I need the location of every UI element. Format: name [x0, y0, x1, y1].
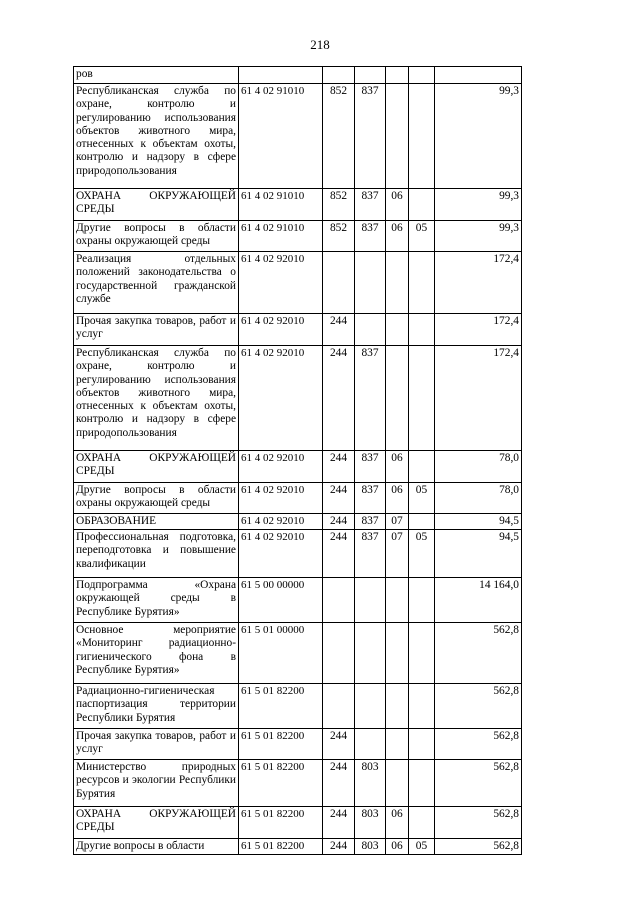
table-row: [74, 578, 522, 623]
cell-vr: 244: [323, 760, 355, 807]
cell-amount: 94,5: [435, 530, 522, 578]
cell-amount: 172,4: [435, 346, 522, 451]
cell-grbs: 837: [355, 530, 386, 578]
cell-code: 61 4 02 91010: [239, 189, 323, 221]
cell-pr: 05: [409, 483, 435, 514]
table-row: [74, 314, 522, 346]
cell-pr: [409, 578, 435, 623]
table-row: [74, 514, 522, 530]
cell-pr: [409, 623, 435, 684]
cell-vr: 244: [323, 346, 355, 451]
cell-name: ОХРАНА ОКРУЖАЮЩЕЙ СРЕДЫ: [74, 451, 239, 483]
page-number: 218: [310, 37, 330, 52]
cell-grbs: 803: [355, 760, 386, 807]
cell-vr: [323, 67, 355, 84]
cell-amount: 99,3: [435, 221, 522, 252]
cell-name: Радиационно-гигиеническая паспортизация территории Республики Бурятия: [74, 684, 239, 729]
cell-name: Другие вопросы в области охраны окружающей среды: [74, 221, 239, 252]
cell-grbs: [355, 314, 386, 346]
cell-vr: 244: [323, 729, 355, 760]
cell-pr: [409, 451, 435, 483]
cell-pr: [409, 684, 435, 729]
cell-code: 61 4 02 92010: [239, 514, 323, 530]
cell-grbs: 837: [355, 346, 386, 451]
table-row: [74, 252, 522, 314]
cell-grbs: [355, 252, 386, 314]
cell-amount: 562,8: [435, 729, 522, 760]
cell-rz: [386, 67, 409, 84]
cell-grbs: 837: [355, 451, 386, 483]
cell-name: Республиканская служба по охране, контролю и регулированию использования объектов животного мира, отнесенных к объектам охоты, контролю и надзору в сфере природопользования: [74, 346, 239, 451]
cell-vr: [323, 684, 355, 729]
cell-rz: 06: [386, 483, 409, 514]
cell-name: Реализация отдельных положений законодательства о государственной гражданской службе: [74, 252, 239, 314]
cell-rz: [386, 623, 409, 684]
cell-amount: 562,8: [435, 623, 522, 684]
cell-rz: 06: [386, 189, 409, 221]
table-row: [74, 346, 522, 451]
cell-pr: [409, 252, 435, 314]
cell-grbs: 803: [355, 807, 386, 839]
cell-code: 61 5 01 82200: [239, 839, 323, 855]
cell-vr: [323, 252, 355, 314]
cell-vr: 852: [323, 189, 355, 221]
cell-rz: 06: [386, 221, 409, 252]
cell-code: [239, 67, 323, 84]
cell-name: Другие вопросы в области: [74, 839, 239, 855]
cell-amount: 94,5: [435, 514, 522, 530]
cell-rz: 07: [386, 530, 409, 578]
cell-pr: [409, 189, 435, 221]
cell-name: ОХРАНА ОКРУЖАЮЩЕЙ СРЕДЫ: [74, 807, 239, 839]
cell-vr: 244: [323, 483, 355, 514]
cell-code: 61 4 02 91010: [239, 221, 323, 252]
table-row: [74, 67, 522, 84]
table-row: [74, 729, 522, 760]
cell-name: ОБРАЗОВАНИЕ: [74, 514, 239, 530]
cell-name: ров: [74, 67, 239, 84]
cell-code: 61 4 02 92010: [239, 346, 323, 451]
table-row: [74, 530, 522, 578]
cell-rz: [386, 684, 409, 729]
cell-amount: 172,4: [435, 252, 522, 314]
cell-name: Министерство природных ресурсов и экологии Республики Бурятия: [74, 760, 239, 807]
cell-grbs: 837: [355, 84, 386, 189]
cell-code: 61 5 01 82200: [239, 684, 323, 729]
budget-table: [73, 66, 522, 855]
cell-pr: [409, 807, 435, 839]
cell-code: 61 4 02 92010: [239, 252, 323, 314]
cell-amount: 562,8: [435, 684, 522, 729]
cell-name: Основное мероприятие «Мониторинг радиационно-гигиенического фона в Республике Бурятия»: [74, 623, 239, 684]
cell-grbs: [355, 623, 386, 684]
cell-vr: 244: [323, 807, 355, 839]
cell-code: 61 4 02 91010: [239, 84, 323, 189]
cell-amount: 562,8: [435, 760, 522, 807]
cell-rz: [386, 84, 409, 189]
cell-pr: 05: [409, 221, 435, 252]
cell-vr: 244: [323, 451, 355, 483]
cell-vr: 852: [323, 84, 355, 189]
cell-rz: [386, 314, 409, 346]
table-row: [74, 839, 522, 855]
cell-grbs: [355, 67, 386, 84]
cell-amount: 562,8: [435, 839, 522, 855]
cell-vr: 244: [323, 839, 355, 855]
table-row: [74, 451, 522, 483]
table-row: [74, 221, 522, 252]
cell-name: Республиканская служба по охране, контролю и регулированию использования объектов животного мира, отнесенных к объектам охоты, контролю и надзору в сфере природопользования: [74, 84, 239, 189]
cell-amount: 78,0: [435, 451, 522, 483]
table-row: [74, 623, 522, 684]
table-row: [74, 807, 522, 839]
cell-rz: 07: [386, 514, 409, 530]
cell-name: Другие вопросы в области охраны окружающей среды: [74, 483, 239, 514]
table-row: [74, 684, 522, 729]
cell-grbs: [355, 578, 386, 623]
cell-rz: [386, 760, 409, 807]
cell-code: 61 4 02 92010: [239, 314, 323, 346]
cell-pr: 05: [409, 530, 435, 578]
cell-code: 61 5 01 00000: [239, 623, 323, 684]
cell-code: 61 5 01 82200: [239, 760, 323, 807]
cell-amount: 172,4: [435, 314, 522, 346]
cell-pr: [409, 314, 435, 346]
cell-grbs: 803: [355, 839, 386, 855]
cell-name: Прочая закупка товаров, работ и услуг: [74, 729, 239, 760]
cell-grbs: 837: [355, 483, 386, 514]
table-row: [74, 483, 522, 514]
cell-name: ОХРАНА ОКРУЖАЮЩЕЙ СРЕДЫ: [74, 189, 239, 221]
cell-pr: [409, 346, 435, 451]
cell-vr: [323, 578, 355, 623]
cell-pr: [409, 760, 435, 807]
table-body: [74, 67, 522, 855]
cell-amount: 99,3: [435, 84, 522, 189]
cell-name: Профессиональная подготовка, переподготовка и повышение квалификации: [74, 530, 239, 578]
cell-rz: 06: [386, 451, 409, 483]
cell-code: 61 5 01 82200: [239, 807, 323, 839]
cell-vr: 244: [323, 314, 355, 346]
cell-pr: [409, 84, 435, 189]
cell-code: 61 5 01 82200: [239, 729, 323, 760]
cell-vr: 852: [323, 221, 355, 252]
cell-vr: [323, 623, 355, 684]
cell-code: 61 4 02 92010: [239, 451, 323, 483]
cell-pr: [409, 729, 435, 760]
cell-pr: [409, 514, 435, 530]
cell-rz: [386, 252, 409, 314]
cell-rz: 06: [386, 807, 409, 839]
cell-rz: [386, 729, 409, 760]
cell-name: Прочая закупка товаров, работ и услуг: [74, 314, 239, 346]
cell-rz: 06: [386, 839, 409, 855]
table-row: [74, 84, 522, 189]
cell-vr: 244: [323, 530, 355, 578]
cell-grbs: 837: [355, 221, 386, 252]
cell-grbs: [355, 684, 386, 729]
table-row: [74, 189, 522, 221]
cell-code: 61 4 02 92010: [239, 483, 323, 514]
cell-rz: [386, 578, 409, 623]
cell-amount: [435, 67, 522, 84]
cell-code: 61 5 00 00000: [239, 578, 323, 623]
cell-name: Подпрограмма «Охрана окружающей среды в Республике Бурятия»: [74, 578, 239, 623]
cell-amount: 562,8: [435, 807, 522, 839]
cell-amount: 78,0: [435, 483, 522, 514]
cell-vr: 244: [323, 514, 355, 530]
cell-grbs: 837: [355, 514, 386, 530]
cell-pr: 05: [409, 839, 435, 855]
table-row: [74, 760, 522, 807]
cell-grbs: [355, 729, 386, 760]
cell-code: 61 4 02 92010: [239, 530, 323, 578]
cell-amount: 99,3: [435, 189, 522, 221]
cell-grbs: 837: [355, 189, 386, 221]
cell-amount: 14 164,0: [435, 578, 522, 623]
cell-rz: [386, 346, 409, 451]
cell-pr: [409, 67, 435, 84]
